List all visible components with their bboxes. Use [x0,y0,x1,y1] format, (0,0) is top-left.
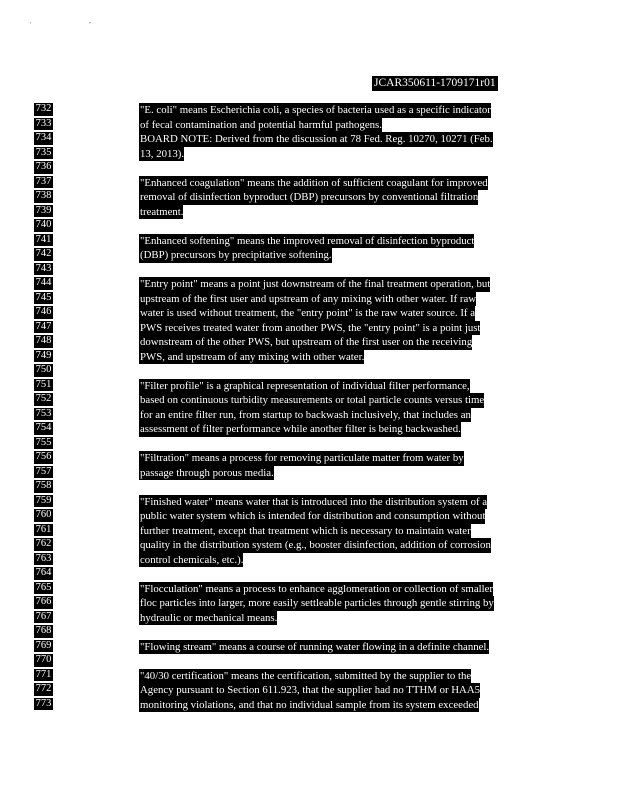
line-row [0,669,618,684]
line-row [0,364,618,379]
line-number: 749 [35,349,52,361]
line-number: 762 [35,538,52,549]
line-row [0,103,618,118]
line-text: "Filtration" means a process for removing particulate matter from water by [140,452,464,464]
line-text: BOARD NOTE: Derived from the discussion at 78 Fed. Reg. 10270, 10271 (Feb. [140,133,493,145]
numbered-lines [0,103,618,712]
line-row [0,625,618,640]
line-row [0,277,618,292]
line-number: 770 [35,654,52,665]
line-text: upstream of the first user and upstream of any mixing with other water. If raw [140,292,477,305]
line-row [0,248,618,263]
line-row [0,219,618,234]
line-row [0,698,618,713]
line-row [0,234,618,249]
line-text: (DBP) precursors by precipitative softening. [140,249,332,261]
line-text: passage through porous media. [140,466,274,479]
line-row [0,263,618,278]
line-row [0,524,618,539]
line-text: water is used without treatment, the "entry point" is the raw water source. If a [140,307,476,319]
line-number: 746 [35,306,52,317]
line-number: 751 [35,378,52,390]
line-text: PWS, and upstream of any mixing with other water. [140,350,365,363]
line-row [0,466,618,481]
line-row [0,292,618,307]
document-code: JCAR350611-1709171r01 [374,77,496,89]
line-row [0,176,618,191]
line-number: 748 [35,335,52,346]
line-text: removal of disinfection byproduct (DBP) precursors by conventional filtration [140,191,479,203]
line-number: 761 [35,523,52,535]
line-number: 747 [35,320,52,332]
line-number: 773 [35,697,52,709]
line-number: 738 [35,190,52,201]
line-number: 733 [35,117,52,129]
line-number: 740 [35,219,52,230]
line-number: 745 [35,291,52,303]
line-number: 764 [35,567,52,578]
line-row [0,161,618,176]
line-row [0,335,618,350]
line-number: 735 [35,146,52,158]
line-number: 736 [35,161,52,172]
scan-specks: ' " [30,22,120,28]
line-number: 766 [35,596,52,607]
line-text: control chemicals, etc.). [140,553,244,566]
line-text: Agency pursuant to Section 611.923, that the supplier had no TTHM or HAA5 [140,684,481,696]
line-text: "Entry point" means a point just downstream of the final treatment operation, but [140,278,491,290]
line-number: 757 [35,465,52,477]
line-number: 755 [35,436,52,448]
line-row [0,451,618,466]
line-number: 732 [35,103,52,114]
line-number: 769 [35,639,52,651]
line-text: "Flowing stream" means a course of running water flowing in a definite channel. [140,640,490,653]
line-row [0,321,618,336]
line-text: quality in the distribution system (e.g., booster disinfection, addition of corrosion [140,539,491,551]
line-number: 754 [35,422,52,433]
line-row [0,596,618,611]
line-row [0,190,618,205]
line-row [0,408,618,423]
line-row [0,509,618,524]
line-number: 759 [35,494,52,506]
line-row [0,306,618,321]
line-row [0,422,618,437]
line-row [0,640,618,655]
line-text: hydraulic or mechanical means. [140,611,278,624]
line-number: 744 [35,277,52,288]
line-number: 756 [35,451,52,462]
line-number: 753 [35,407,52,419]
line-text: of fecal contamination and potential harmful pathogens. [140,118,382,131]
line-text: PWS receives treated water from another PWS, the "entry point" is a point just [140,321,481,334]
line-row [0,205,618,220]
line-text: 13, 2013). [140,147,185,160]
line-row [0,553,618,568]
line-text: "Filter profile" is a graphical representation of individual filter performance, [140,379,470,392]
line-number: 771 [35,668,52,680]
line-text: "Enhanced coagulation" means the addition of sufficient coagulant for improved [140,176,488,189]
line-text: for an entire filter run, from startup to backwash inclusively, that includes an [140,408,471,421]
line-row [0,350,618,365]
line-text: floc particles into larger, more easily settleable particles through gentle stirring by [140,597,494,609]
line-number: 742 [35,248,52,259]
line-number: 758 [35,480,52,491]
line-row [0,379,618,394]
line-text: based on continuous turbidity measurements or total particle counts versus time [140,394,485,406]
line-text: assessment of filter performance while another filter is being backwashed. [140,423,461,435]
line-text: "40/30 certification" means the certification, submitted by the supplier to the [140,669,472,682]
line-text: further treatment, except that treatment which is necessary to maintain water [140,524,471,537]
line-number: 737 [35,175,52,187]
line-row [0,582,618,597]
line-row [0,495,618,510]
line-number: 734 [35,132,52,143]
line-row [0,437,618,452]
line-number: 760 [35,509,52,520]
line-text: "E. coli" means Escherichia coli, a species of bacteria used as a specific indicator [140,104,491,116]
line-row [0,567,618,582]
line-number: 768 [35,625,52,636]
line-row [0,683,618,698]
line-number: 772 [35,683,52,694]
line-row [0,538,618,553]
line-row [0,480,618,495]
line-text: "Flocculation" means a process to enhance agglomeration or collection of smaller [140,582,493,595]
line-row [0,147,618,162]
line-number: 765 [35,581,52,593]
line-text: monitoring violations, and that no individual sample from its system exceeded [140,698,479,711]
line-row [0,118,618,133]
line-text: "Enhanced softening" means the improved removal of disinfection byproduct [140,234,475,247]
line-text: treatment. [140,205,184,218]
line-row [0,654,618,669]
line-number: 763 [35,552,52,564]
line-row [0,132,618,147]
line-text: downstream of the other PWS, but upstream of the first user on the receiving [140,336,473,348]
line-number: 767 [35,610,52,622]
line-number: 752 [35,393,52,404]
line-text: "Finished water" means water that is introduced into the distribution system of a [140,495,488,508]
line-row [0,611,618,626]
line-number: 739 [35,204,52,216]
line-text: public water system which is intended for distribution and consumption without [140,510,486,522]
line-number: 741 [35,233,52,245]
line-row [0,393,618,408]
line-number: 743 [35,262,52,274]
line-number: 750 [35,364,52,375]
